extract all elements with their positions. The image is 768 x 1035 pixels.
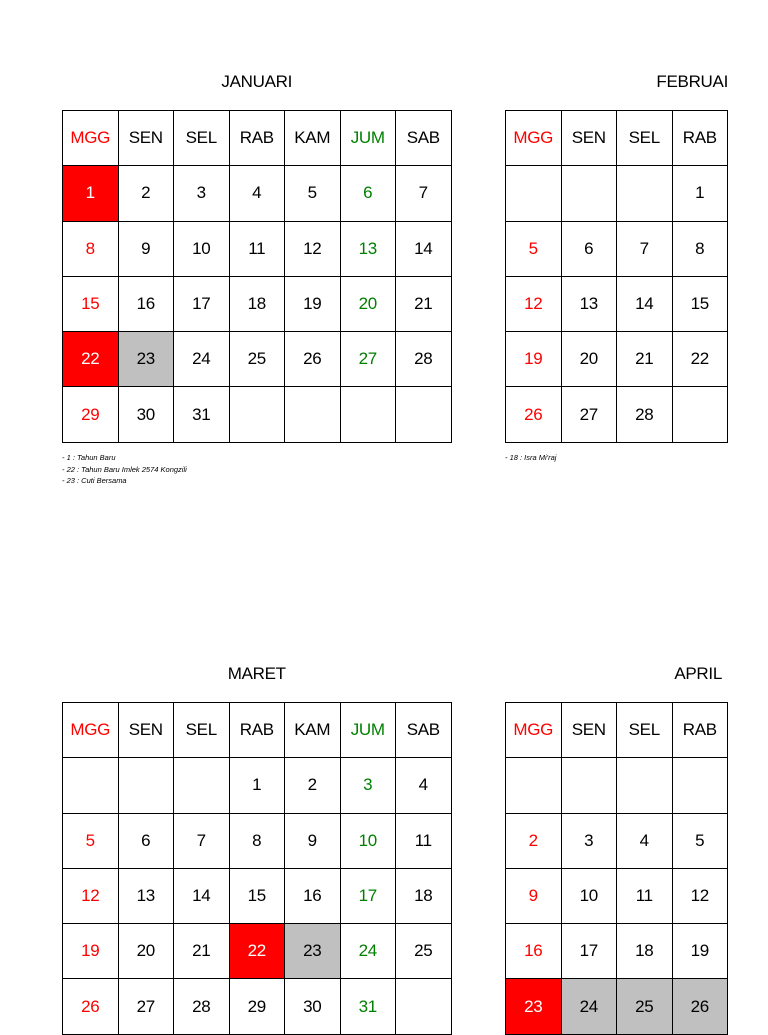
day-cell: 4 [396, 758, 452, 813]
day-cell: 7 [174, 813, 230, 868]
day-cell: 8 [229, 813, 285, 868]
week-row [63, 868, 452, 923]
week-row [506, 332, 728, 387]
day-cell: 2 [285, 758, 341, 813]
day-cell: 26 [285, 332, 341, 387]
month-january [62, 72, 452, 443]
empty-day-cell [118, 758, 174, 813]
empty-day-cell [561, 758, 617, 813]
day-cell: 3 [561, 813, 617, 868]
day-cell: 25 [229, 332, 285, 387]
week-row [506, 387, 728, 442]
day-cell: 28 [396, 332, 452, 387]
holiday-notes [505, 452, 556, 464]
week-row [506, 979, 728, 1034]
day-cell: 18 [617, 924, 673, 979]
day-cell: 2 [118, 166, 174, 221]
day-cell: 15 [229, 868, 285, 923]
weekday-header-sab: SAB [396, 703, 452, 758]
day-cell: 20 [561, 332, 617, 387]
day-cell: 1 [63, 166, 119, 221]
calendar-grid [505, 702, 728, 1035]
day-cell: 31 [340, 979, 396, 1034]
weekday-header-sel: SEL [174, 703, 230, 758]
day-cell: 7 [617, 221, 673, 276]
holiday-notes [62, 452, 187, 487]
empty-day-cell [672, 387, 728, 442]
day-cell: 15 [63, 276, 119, 331]
day-cell: 24 [340, 924, 396, 979]
week-row [506, 924, 728, 979]
day-cell: 22 [63, 332, 119, 387]
weekday-header-row [63, 111, 452, 166]
day-cell: 12 [63, 868, 119, 923]
day-cell: 19 [506, 332, 562, 387]
day-cell: 4 [229, 166, 285, 221]
weekday-header-sab: SAB [396, 111, 452, 166]
empty-day-cell [396, 979, 452, 1034]
weekday-header-mgg: MGG [63, 703, 119, 758]
weekday-header-jum: JUM [340, 111, 396, 166]
month-april [505, 664, 728, 1035]
weekday-header-jum: JUM [340, 703, 396, 758]
day-cell: 8 [672, 221, 728, 276]
day-cell: 15 [672, 276, 728, 331]
day-cell: 25 [396, 924, 452, 979]
day-cell: 29 [229, 979, 285, 1034]
empty-day-cell [617, 166, 673, 221]
day-cell: 4 [617, 813, 673, 868]
empty-day-cell [63, 758, 119, 813]
month-title: MARET [227, 664, 286, 683]
day-cell: 17 [340, 868, 396, 923]
day-cell: 23 [118, 332, 174, 387]
day-cell: 13 [118, 868, 174, 923]
day-cell: 10 [340, 813, 396, 868]
week-row [63, 758, 452, 813]
empty-day-cell [506, 758, 562, 813]
day-cell: 11 [396, 813, 452, 868]
day-cell: 13 [340, 221, 396, 276]
day-cell: 16 [285, 868, 341, 923]
holiday-note: - 23 : Cuti Bersama [62, 476, 127, 485]
day-cell: 3 [340, 758, 396, 813]
holiday-note: - 22 : Tahun Baru Imlek 2574 Kongzili [62, 464, 187, 474]
week-row [63, 924, 452, 979]
empty-day-cell [174, 758, 230, 813]
weekday-header-rab: RAB [229, 703, 285, 758]
day-cell: 20 [340, 276, 396, 331]
day-cell: 29 [63, 387, 119, 442]
day-cell: 20 [118, 924, 174, 979]
weekday-header-row [506, 111, 728, 166]
week-row [63, 979, 452, 1034]
day-cell: 5 [672, 813, 728, 868]
empty-day-cell [506, 166, 562, 221]
day-cell: 9 [118, 221, 174, 276]
week-row [506, 813, 728, 868]
day-cell: 5 [63, 813, 119, 868]
weekday-header-sel: SEL [617, 111, 673, 166]
day-cell: 27 [118, 979, 174, 1034]
weekday-header-rab: RAB [672, 703, 728, 758]
empty-day-cell [396, 387, 452, 442]
day-cell: 26 [672, 979, 728, 1034]
day-cell: 11 [617, 868, 673, 923]
day-cell: 19 [285, 276, 341, 331]
month-title: JANUARI [221, 72, 293, 91]
weekday-header-mgg: MGG [63, 111, 119, 166]
day-cell: 16 [506, 924, 562, 979]
day-cell: 18 [229, 276, 285, 331]
empty-day-cell [617, 758, 673, 813]
day-cell: 26 [506, 387, 562, 442]
weekday-header-sen: SEN [561, 111, 617, 166]
day-cell: 10 [174, 221, 230, 276]
day-cell: 21 [617, 332, 673, 387]
day-cell: 17 [561, 924, 617, 979]
day-cell: 3 [174, 166, 230, 221]
day-cell: 10 [561, 868, 617, 923]
day-cell: 23 [285, 924, 341, 979]
empty-day-cell [285, 387, 341, 442]
week-row [63, 813, 452, 868]
day-cell: 21 [174, 924, 230, 979]
day-cell: 23 [506, 979, 562, 1034]
empty-day-cell [229, 387, 285, 442]
day-cell: 19 [63, 924, 119, 979]
week-row [506, 166, 728, 221]
week-row [506, 276, 728, 331]
day-cell: 24 [561, 979, 617, 1034]
day-cell: 22 [229, 924, 285, 979]
week-row [63, 332, 452, 387]
month-february [505, 72, 728, 443]
calendar-grid [62, 110, 452, 443]
month-title: APRIL [674, 664, 722, 683]
empty-day-cell [561, 166, 617, 221]
weekday-header-row [63, 703, 452, 758]
week-row [63, 387, 452, 442]
day-cell: 14 [174, 868, 230, 923]
day-cell: 28 [174, 979, 230, 1034]
day-cell: 13 [561, 276, 617, 331]
day-cell: 1 [672, 166, 728, 221]
day-cell: 7 [396, 166, 452, 221]
day-cell: 24 [174, 332, 230, 387]
month-title: FEBRUAI [656, 72, 728, 91]
day-cell: 27 [561, 387, 617, 442]
day-cell: 31 [174, 387, 230, 442]
day-cell: 14 [396, 221, 452, 276]
day-cell: 27 [340, 332, 396, 387]
weekday-header-sel: SEL [617, 703, 673, 758]
day-cell: 9 [506, 868, 562, 923]
weekday-header-sen: SEN [118, 111, 174, 166]
day-cell: 22 [672, 332, 728, 387]
empty-day-cell [672, 758, 728, 813]
day-cell: 2 [506, 813, 562, 868]
weekday-header-mgg: MGG [506, 703, 562, 758]
weekday-header-sen: SEN [118, 703, 174, 758]
day-cell: 30 [118, 387, 174, 442]
day-cell: 8 [63, 221, 119, 276]
holiday-note: - 18 : Isra Mi'raj [505, 453, 557, 462]
day-cell: 12 [285, 221, 341, 276]
day-cell: 5 [285, 166, 341, 221]
day-cell: 11 [229, 221, 285, 276]
day-cell: 16 [118, 276, 174, 331]
weekday-header-mgg: MGG [506, 111, 562, 166]
week-row [63, 221, 452, 276]
day-cell: 6 [118, 813, 174, 868]
weekday-header-kam: KAM [285, 111, 341, 166]
week-row [506, 221, 728, 276]
day-cell: 1 [229, 758, 285, 813]
weekday-header-row [506, 703, 728, 758]
week-row [506, 868, 728, 923]
day-cell: 25 [617, 979, 673, 1034]
day-cell: 26 [63, 979, 119, 1034]
day-cell: 21 [396, 276, 452, 331]
empty-day-cell [340, 387, 396, 442]
day-cell: 30 [285, 979, 341, 1034]
week-row [506, 758, 728, 813]
day-cell: 12 [672, 868, 728, 923]
month-march [62, 664, 452, 1035]
weekday-header-rab: RAB [229, 111, 285, 166]
day-cell: 14 [617, 276, 673, 331]
weekday-header-kam: KAM [285, 703, 341, 758]
holiday-note: - 1 : Tahun Baru [62, 453, 116, 462]
day-cell: 28 [617, 387, 673, 442]
day-cell: 18 [396, 868, 452, 923]
week-row [63, 276, 452, 331]
day-cell: 9 [285, 813, 341, 868]
weekday-header-sel: SEL [174, 111, 230, 166]
weekday-header-sen: SEN [561, 703, 617, 758]
day-cell: 12 [506, 276, 562, 331]
week-row [63, 166, 452, 221]
calendar-grid [62, 702, 452, 1035]
day-cell: 5 [506, 221, 562, 276]
day-cell: 17 [174, 276, 230, 331]
day-cell: 6 [561, 221, 617, 276]
weekday-header-rab: RAB [672, 111, 728, 166]
day-cell: 19 [672, 924, 728, 979]
day-cell: 6 [340, 166, 396, 221]
calendar-grid [505, 110, 728, 443]
